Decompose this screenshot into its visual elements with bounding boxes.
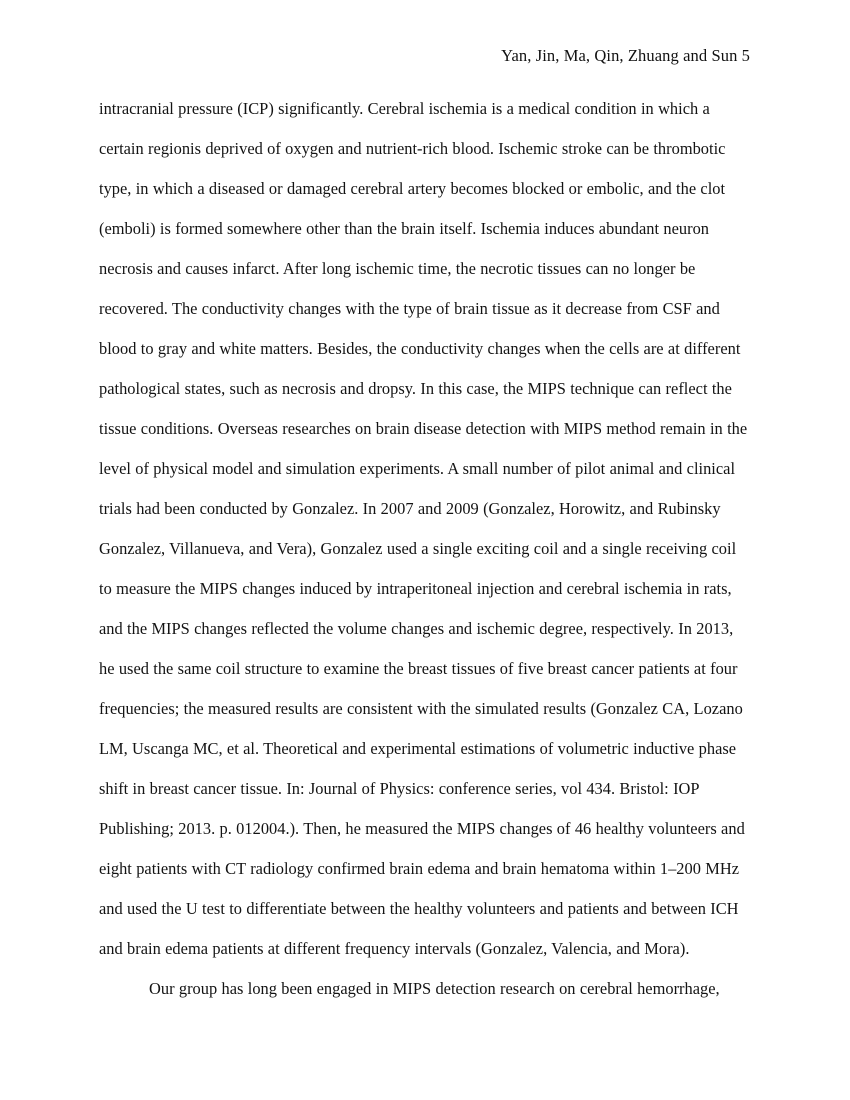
body-paragraph-continued: intracranial pressure (ICP) significantly. Cerebral ischemia is a medical condition in which a certain regionis deprived of oxygen and nutrient-rich blood. Ischemic stroke can be thrombotic type, in which a diseased or damaged cerebral artery becomes blocked or embolic, and the clot (emboli) is formed somewhere other than the brain itself. Ischemia induces abundant neuron necrosis and causes infarct. After long ischemic time, the necrotic tissues can no longer be recovered. The conductivity changes with the type of brain tissue as it decrease from CSF and blood to gray and white matters. Besides, the conductivity changes when the cells are at different pathological states, such as necrosis and dropsy. In this case, the MIPS technique can reflect the tissue conditions. Overseas researches on brain disease detection with MIPS method remain in the level of physical model and simulation experiments. A small number of pilot animal and clinical trials had been conducted by Gonzalez. In 2007 and 2009 (Gonzalez, Horowitz, and Rubinsky Gonzalez, Villanueva, and Vera), Gonzalez used a single exciting coil and a single receiving coil to measure the MIPS changes induced by intraperitoneal injection and cerebral ischemia in rats, and the MIPS changes reflected the volume changes and ischemic degree, respectively. In 2013, he used the same coil structure to examine the breast tissues of five breast cancer patients at four frequencies; the measured results are consistent with the simulated results (Gonzalez CA, Lozano LM, Uscanga MC, et al. Theoretical and experimental estimations of volumetric inductive phase shift in breast cancer tissue. In: Journal of Physics: conference series, vol 434. Bristol: IOP Publishing; 2013. p. 012004.). Then, he measured the MIPS changes of 46 healthy volunteers and eight patients with CT radiology confirmed brain edema and brain hematoma within 1–200 MHz and used the U test to differentiate between the healthy volunteers and patients and between ICH and brain edema patients at different frequency intervals (Gonzalez, Valencia, and Mora).: [99, 99, 748, 958]
body-text-block: [99, 89, 751, 1009]
running-header: Yan, Jin, Ma, Qin, Zhuang and Sun 5: [501, 46, 750, 65]
body-paragraph-our-group: Our group has long been engaged in MIPS detection research on cerebral hemorrhage,: [149, 979, 720, 998]
